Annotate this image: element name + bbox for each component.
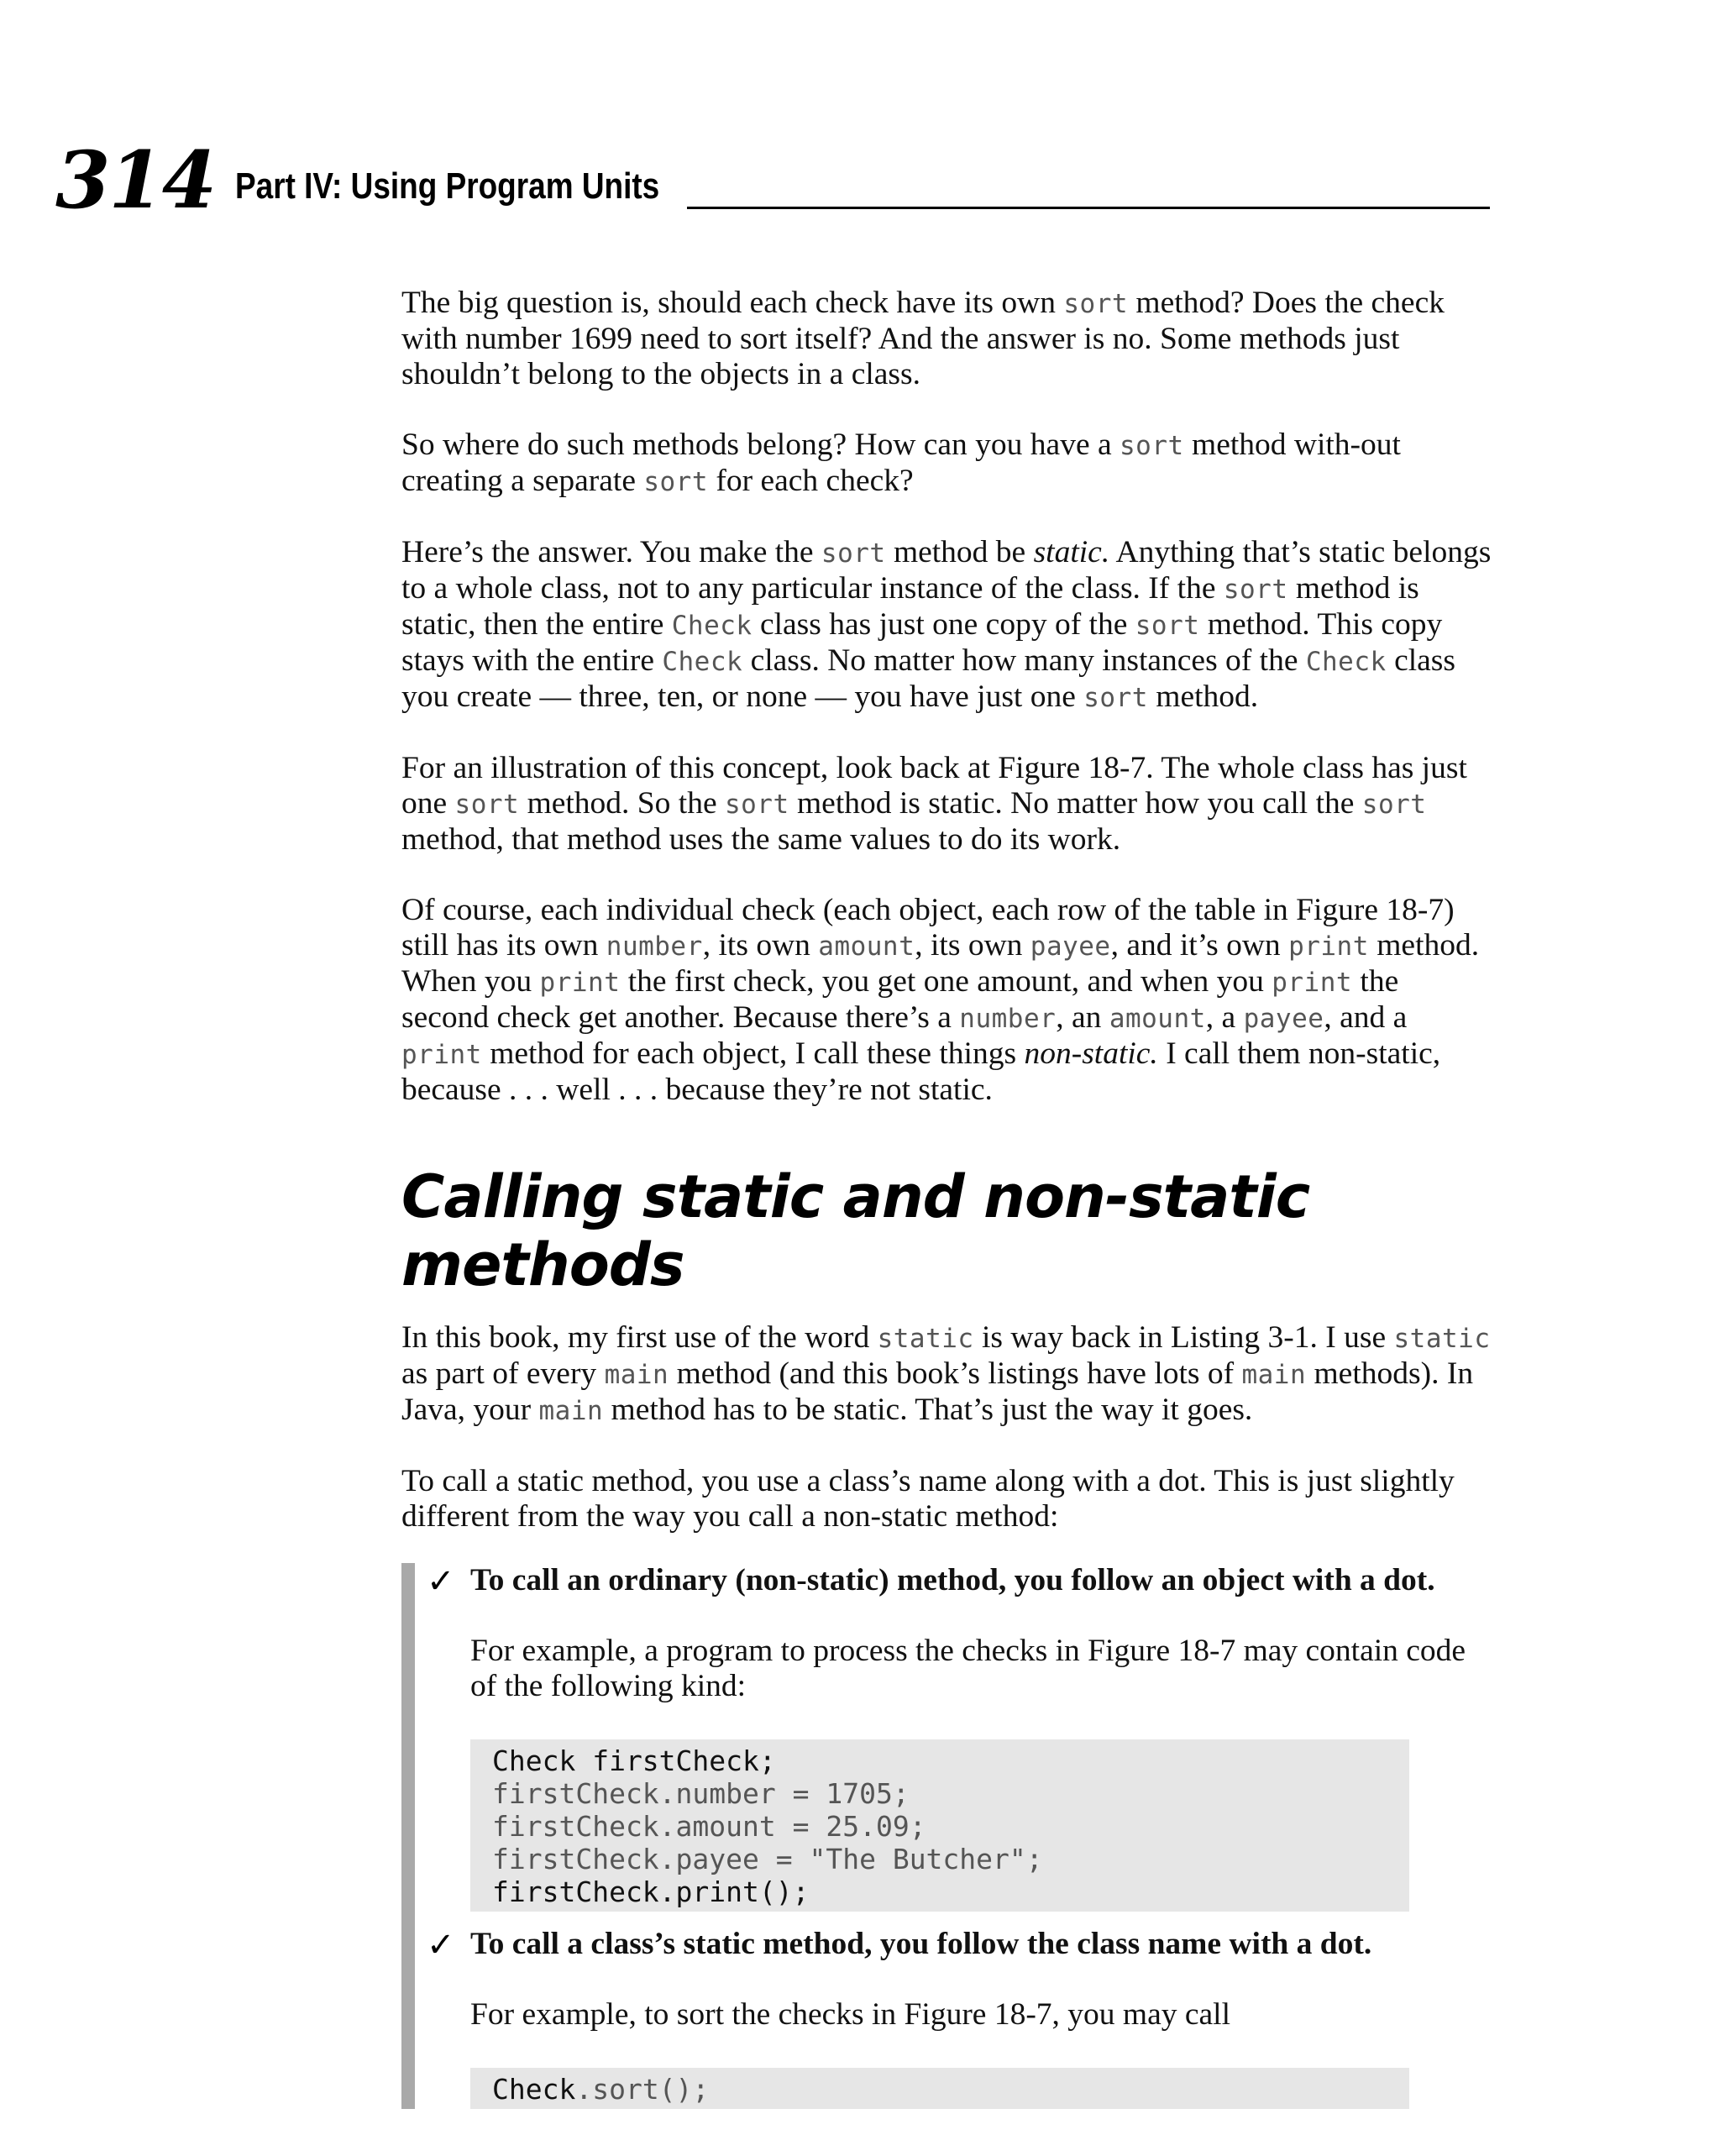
- inline-code: sort: [1120, 431, 1184, 461]
- page-number: 314: [55, 134, 216, 227]
- list-item-heading: To call an ordinary (non-static) method, you follow an object with a dot.: [470, 1563, 1435, 1597]
- paragraph-3: [401, 535, 1493, 716]
- text: Anything that’s static belongs to a whole class, not to any particular instance of the class. If the: [401, 535, 1492, 606]
- inline-code: Check: [671, 611, 752, 641]
- emphasis: non-static.: [1024, 1036, 1158, 1071]
- text: Here’s the answer. You make the: [401, 535, 821, 569]
- inline-code: sort: [1083, 683, 1148, 713]
- inline-code: number: [606, 931, 703, 962]
- text: class you create — three, ten, or none — you have just one: [401, 643, 1455, 714]
- inline-code: payee: [1243, 1004, 1324, 1034]
- inline-code: sort: [1361, 789, 1427, 820]
- inline-code: sort: [643, 467, 709, 497]
- inline-code: main: [604, 1360, 669, 1390]
- inline-code: print: [1288, 931, 1369, 962]
- inline-code: sort: [724, 789, 789, 820]
- text: method for each object, I call these things: [481, 1036, 1025, 1071]
- text: method has to be static. That’s just the way it goes.: [603, 1393, 1253, 1427]
- text: In this book, my first use of the word: [401, 1320, 878, 1355]
- inline-code: main: [1241, 1360, 1307, 1390]
- page-body: [401, 286, 1493, 2109]
- code-method-call: .sort();: [575, 2073, 710, 2106]
- text: Of course, each individual check (each object, each row of the table in Figure 18-7) still has its own: [401, 893, 1455, 963]
- running-header-title: Part IV: Using Program Units: [235, 165, 660, 207]
- list-item-body: For example, a program to process the checks in Figure 18-7 may contain code of the following kind:: [470, 1634, 1466, 1703]
- paragraph-7: To call a static method, you use a class’s name along with a dot. This is just slightly different from the way you call a non-static method:: [401, 1464, 1455, 1534]
- code-line: Check firstCheck;: [492, 1744, 776, 1777]
- text: I call them non-static, because . . . well . . . because they’re not static.: [401, 1036, 1441, 1107]
- text: , and it’s own: [1110, 928, 1289, 963]
- inline-code: sort: [1135, 611, 1200, 641]
- inline-code: amount: [1109, 1004, 1206, 1034]
- inline-code: main: [538, 1396, 604, 1426]
- code-line: firstCheck.number = 1705;: [492, 1777, 910, 1810]
- list-item: [401, 1563, 1493, 1912]
- text: For an illustration of this concept, look back at Figure 18-7. The whole class has just one: [401, 751, 1467, 821]
- list-item: [401, 1923, 1493, 2109]
- inline-code: Check: [662, 647, 743, 677]
- code-class-name: Check: [492, 2073, 576, 2106]
- list-item-heading: To call a class’s static method, you follow the class name with a dot.: [470, 1927, 1372, 1961]
- text: , a: [1205, 1000, 1244, 1035]
- text: The big question is, should each check have its own: [401, 286, 1064, 320]
- inline-code: payee: [1030, 931, 1111, 962]
- text: is way back in Listing 3-1. I use: [973, 1320, 1394, 1355]
- inline-code: Check: [1305, 647, 1387, 677]
- section-heading: Calling static and non-static methods: [401, 1162, 1310, 1299]
- code-block: [470, 1739, 1409, 1912]
- inline-code: amount: [818, 931, 915, 962]
- text: , its own: [915, 928, 1030, 963]
- text: , an: [1056, 1000, 1109, 1035]
- text: for each check?: [708, 464, 914, 498]
- inline-code: sort: [1223, 574, 1288, 605]
- paragraph-1: [401, 286, 1493, 392]
- list-item-body: For example, to sort the checks in Figure 18-7, you may call: [470, 1997, 1230, 2032]
- text: class. No matter how many instances of the: [742, 643, 1306, 678]
- text: method. So the: [519, 786, 725, 821]
- text: So where do such methods belong? How can you have a: [401, 428, 1120, 462]
- text: method. This copy stays with the entire: [401, 607, 1443, 678]
- paragraph-5: [401, 893, 1493, 1108]
- paragraph-6: [401, 1320, 1493, 1429]
- paragraph-2: [401, 428, 1493, 500]
- text: method with-out creating a separate: [401, 428, 1401, 498]
- text: method, that method uses the same values to do its work.: [401, 822, 1121, 857]
- text: method.: [1147, 679, 1259, 714]
- checkmark-icon: ✓: [427, 1926, 455, 1965]
- header-rule: [687, 207, 1490, 209]
- bullet-list: [401, 1563, 1493, 2109]
- text: , its own: [702, 928, 819, 963]
- text: method? Does the check with number 1699 need to sort itself? And the answer is no. Some methods just shouldn’t belong to the objects in a class.: [401, 286, 1445, 391]
- text: methods). In Java, your: [401, 1356, 1474, 1427]
- text: , and a: [1324, 1000, 1408, 1035]
- code-line: firstCheck.payee = "The Butcher";: [492, 1843, 1043, 1875]
- text: method be: [885, 535, 1034, 569]
- inline-code: print: [539, 968, 621, 998]
- inline-code: sort: [454, 789, 520, 820]
- code-line: [492, 2073, 1387, 2106]
- inline-code: sort: [1063, 289, 1129, 319]
- emphasis: static.: [1033, 535, 1110, 569]
- text: the second check get another. Because there’s a: [401, 964, 1399, 1035]
- inline-code: print: [1272, 968, 1353, 998]
- inline-code: static: [1393, 1324, 1491, 1354]
- inline-code: number: [959, 1004, 1057, 1034]
- text: class has just one copy of the: [752, 607, 1135, 642]
- paragraph-4: [401, 751, 1493, 858]
- inline-code: print: [401, 1040, 482, 1070]
- text: method is static, then the entire: [401, 571, 1419, 642]
- text: method. When you: [401, 928, 1480, 999]
- text: method (and this book’s listings have lots of: [669, 1356, 1242, 1391]
- code-line: firstCheck.amount = 25.09;: [492, 1810, 926, 1843]
- text: the first check, you get one amount, and when you: [620, 964, 1272, 999]
- code-line: firstCheck.print();: [492, 1875, 810, 1908]
- checkmark-icon: ✓: [427, 1562, 455, 1601]
- inline-code: static: [877, 1324, 974, 1354]
- code-block: [470, 2068, 1409, 2109]
- inline-code: sort: [821, 538, 886, 569]
- text: as part of every: [401, 1356, 605, 1391]
- text: method is static. No matter how you call the: [789, 786, 1362, 821]
